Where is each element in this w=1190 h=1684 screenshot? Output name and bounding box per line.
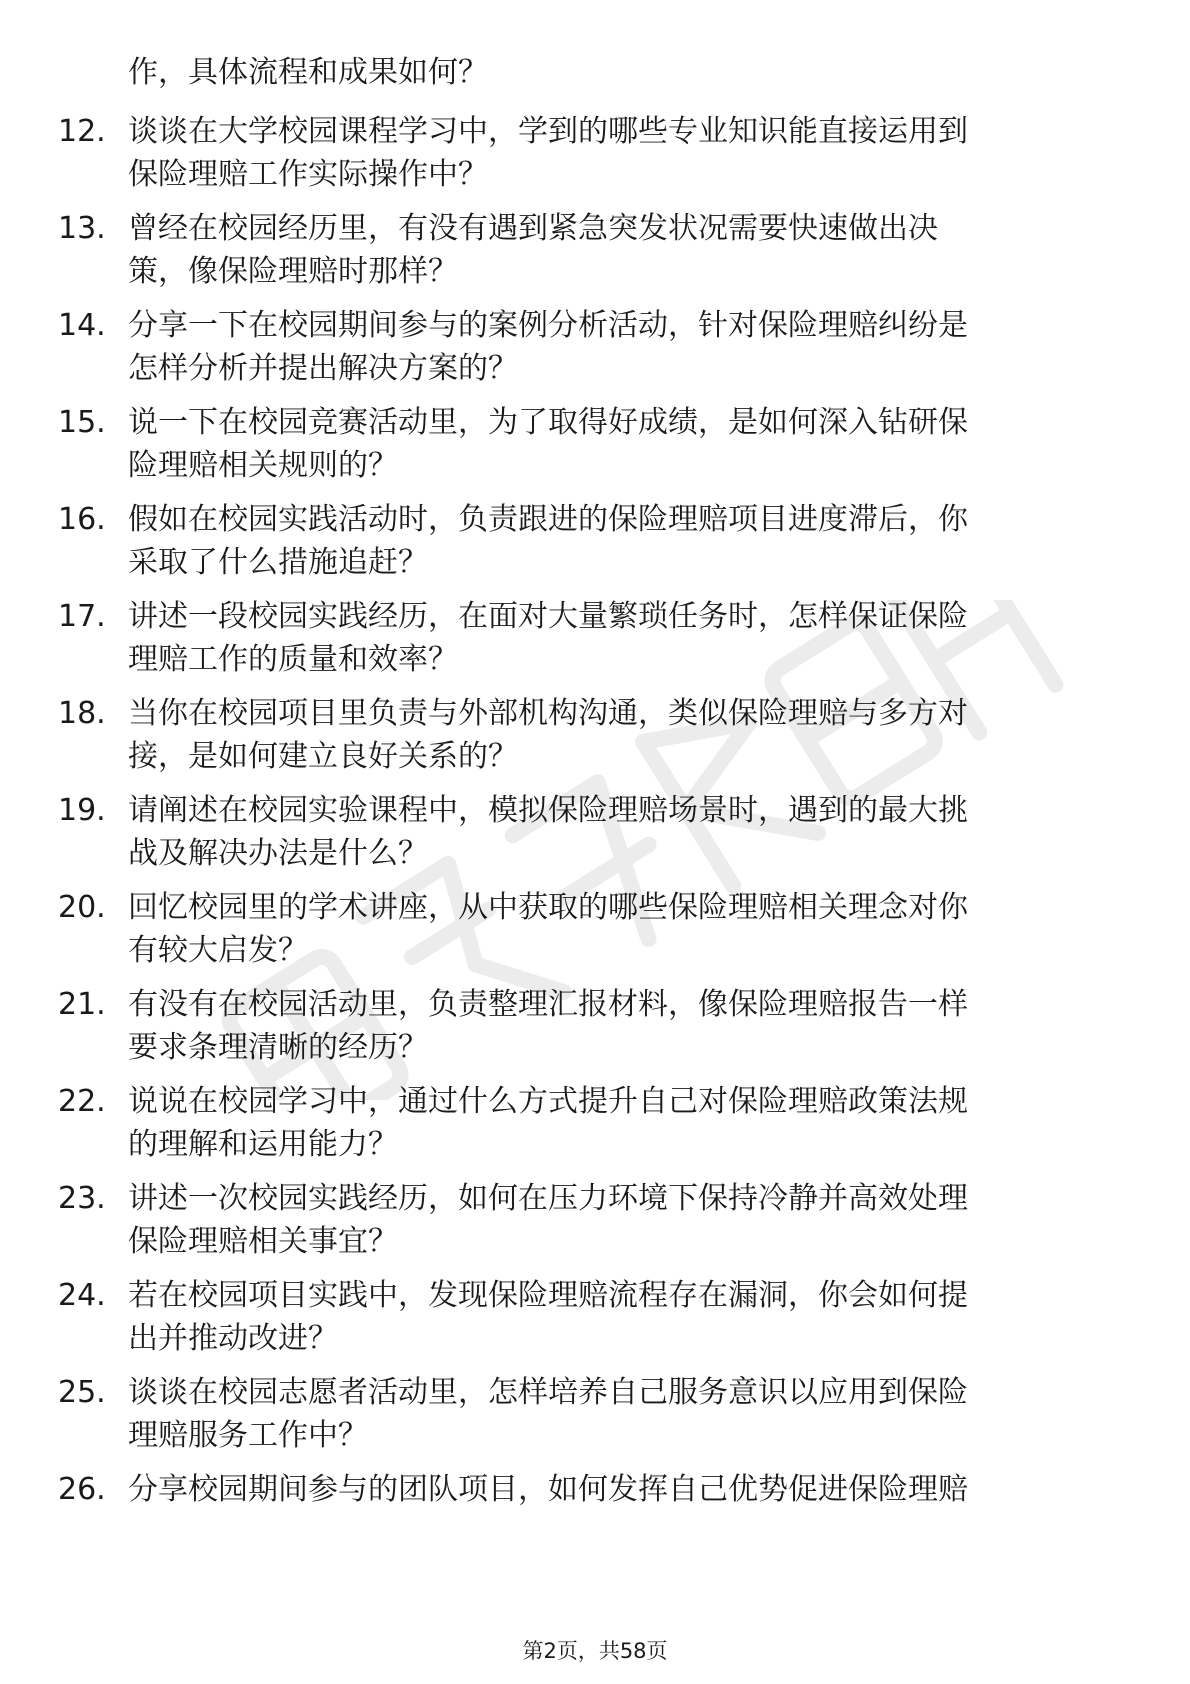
- question-text-line: 理赔工作的质量和效率？: [128, 642, 458, 677]
- question-text-line: 采取了什么措施追赶？: [128, 545, 428, 580]
- question-number: 22.: [58, 1084, 106, 1119]
- question-number: 20.: [58, 890, 106, 925]
- question-text-line: 出并推动改进？: [128, 1321, 338, 1356]
- question-text-line: 讲述一次校园实践经历，如何在压力环境下保持冷静并高效处理: [128, 1181, 968, 1216]
- page-footer: 第2页，共58页: [522, 1639, 668, 1663]
- question-text-line: 有较大启发？: [128, 933, 308, 968]
- question-number: 16.: [58, 502, 106, 537]
- question-text-line: 保险理赔相关事宜？: [128, 1224, 398, 1259]
- question-text-line: 说一下在校园竞赛活动里，为了取得好成绩，是如何深入钻研保: [128, 405, 968, 440]
- question-text-line: 的理解和运用能力？: [128, 1127, 398, 1162]
- question-text-line: 请阐述在校园实验课程中，模拟保险理赔场景时，遇到的最大挑: [128, 793, 968, 828]
- question-number: 13.: [58, 211, 106, 246]
- question-text-line: 战及解决办法是什么？: [128, 836, 428, 871]
- question-number: 14.: [58, 308, 106, 343]
- question-text-line: 策，像保险理赔时那样？: [128, 254, 458, 289]
- question-text-line: 说说在校园学习中，通过什么方式提升自己对保险理赔政策法规: [128, 1084, 968, 1119]
- question-text-line: 理赔服务工作中？: [128, 1418, 368, 1453]
- question-text-line: 有没有在校园活动里，负责整理汇报材料，像保险理赔报告一样: [128, 987, 968, 1022]
- question-text-line: 险理赔相关规则的？: [128, 448, 398, 483]
- question-text-line: 回忆校园里的学术讲座，从中获取的哪些保险理赔相关理念对你: [128, 890, 968, 925]
- question-number: 25.: [58, 1375, 106, 1410]
- question-number: 18.: [58, 696, 106, 731]
- question-number: 26.: [58, 1472, 106, 1507]
- question-text-line: 怎样分析并提出解决方案的？: [128, 351, 518, 386]
- question-number: 12.: [58, 114, 106, 149]
- question-text-line: 曾经在校园经历里，有没有遇到紧急突发状况需要快速做出决: [128, 211, 938, 246]
- question-text-line: 分享校园期间参与的团队项目，如何发挥自己优势促进保险理赔: [128, 1472, 968, 1507]
- continuation-text: 作，具体流程和成果如何？: [128, 55, 488, 90]
- question-number: 24.: [58, 1278, 106, 1313]
- question-number: 15.: [58, 405, 106, 440]
- question-text-line: 若在校园项目实践中，发现保险理赔流程存在漏洞，你会如何提: [128, 1278, 968, 1313]
- question-number: 19.: [58, 793, 106, 828]
- question-number: 21.: [58, 987, 106, 1022]
- question-text-line: 分享一下在校园期间参与的案例分析活动，针对保险理赔纠纷是: [128, 308, 968, 343]
- question-text-line: 要求条理清晰的经历？: [128, 1030, 428, 1065]
- question-text-line: 接，是如何建立良好关系的？: [128, 739, 518, 774]
- question-number: 23.: [58, 1181, 106, 1216]
- question-text-line: 谈谈在大学校园课程学习中，学到的哪些专业知识能直接运用到: [128, 114, 968, 149]
- question-text-line: 假如在校园实践活动时，负责跟进的保险理赔项目进度滞后，你: [128, 502, 968, 537]
- question-text-line: 谈谈在校园志愿者活动里，怎样培养自己服务意识以应用到保险: [128, 1375, 968, 1410]
- question-text-line: 当你在校园项目里负责与外部机构沟通，类似保险理赔与多方对: [128, 696, 968, 731]
- question-text-line: 讲述一段校园实践经历，在面对大量繁琐任务时，怎样保证保险: [128, 599, 968, 634]
- question-text-line: 保险理赔工作实际操作中？: [128, 157, 488, 192]
- question-number: 17.: [58, 599, 106, 634]
